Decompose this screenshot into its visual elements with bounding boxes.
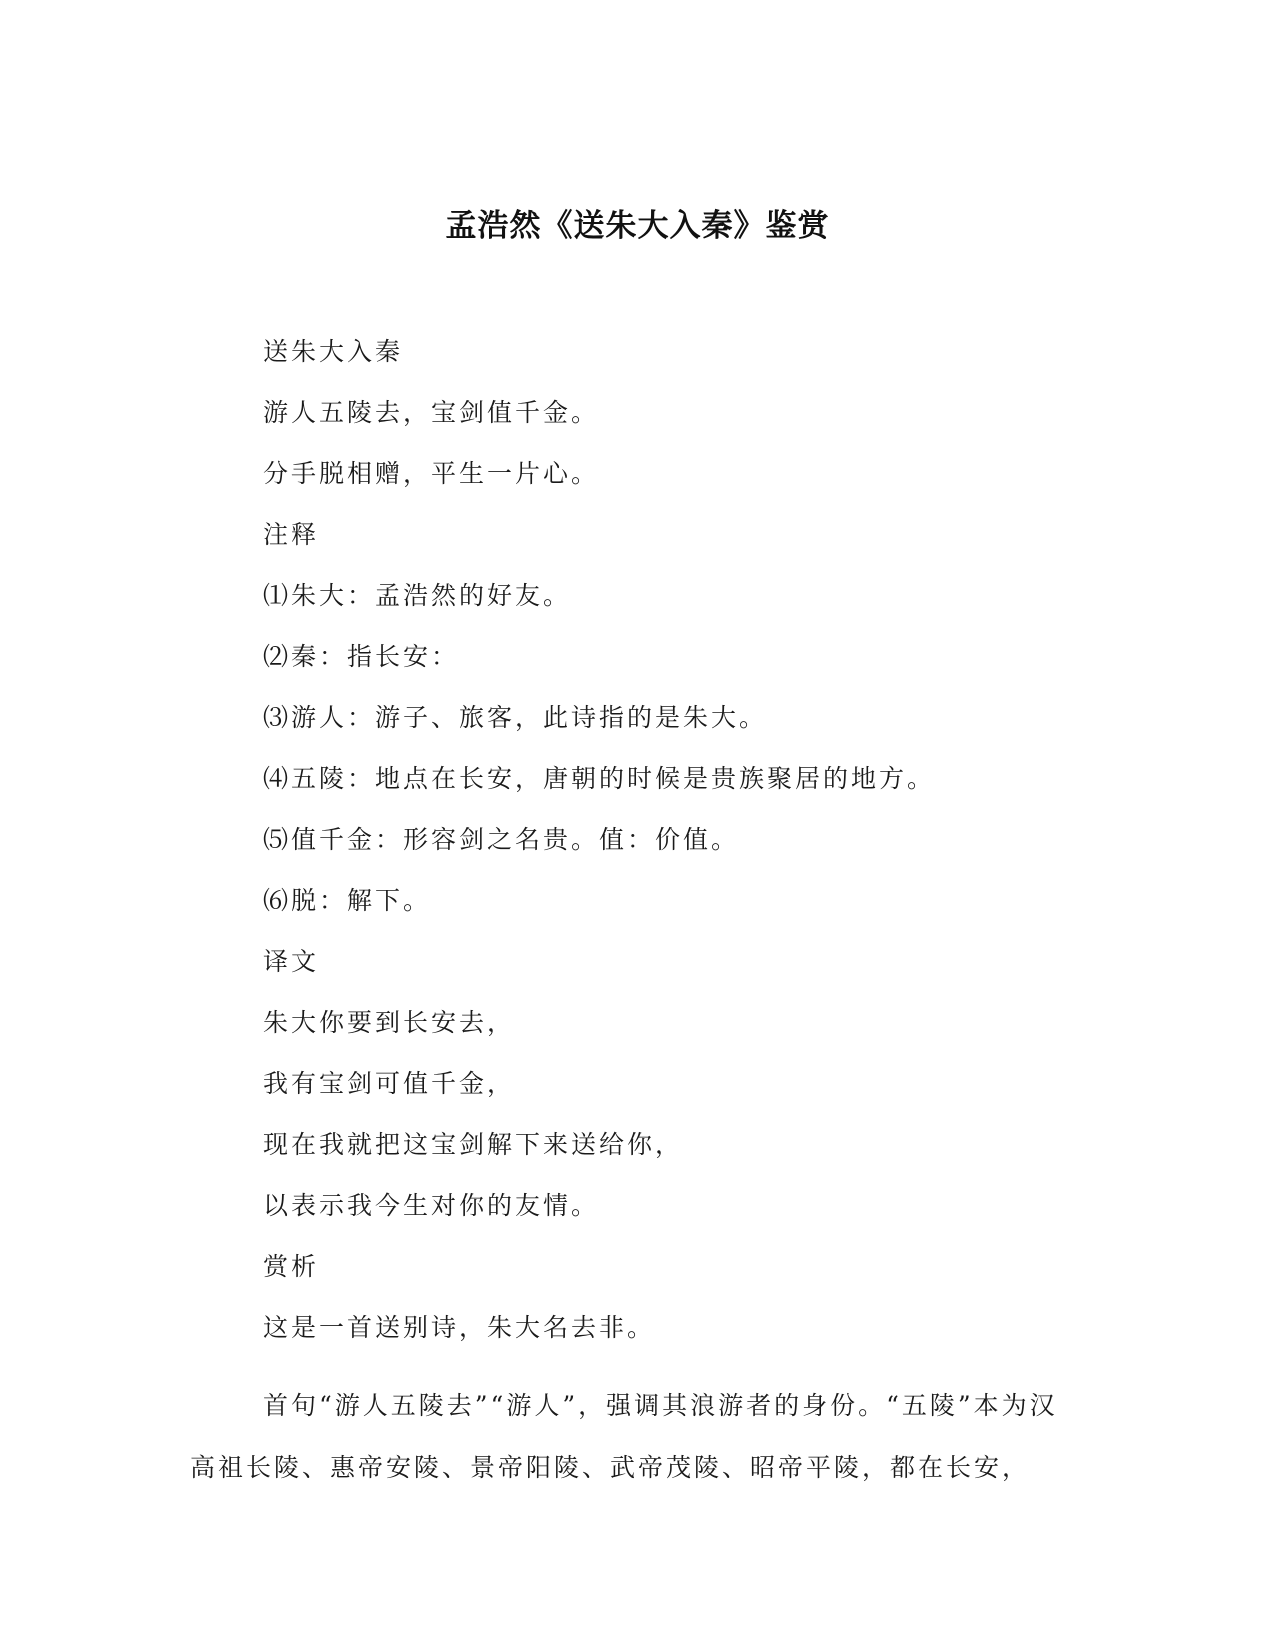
- section-heading-appreciation: 赏析: [263, 1252, 320, 1281]
- translation-line: 我有宝剑可值千金，: [263, 1069, 516, 1098]
- section-heading-notes: 注释: [263, 520, 320, 549]
- note-item: ⑷五陵：地点在长安，唐朝的时候是贵族聚居的地方。: [263, 764, 936, 793]
- page-title: 孟浩然《送朱大入秦》鉴赏: [445, 208, 830, 244]
- section-heading-translation: 译文: [263, 947, 320, 976]
- document-body: [263, 321, 1083, 1358]
- appreciation-intro: 这是一首送别诗，朱大名去非。: [263, 1313, 656, 1342]
- note-item: ⑴朱大：孟浩然的好友。: [263, 581, 572, 610]
- translation-line: 现在我就把这宝剑解下来送给你，: [263, 1130, 684, 1159]
- poem-line-1: 游人五陵去，宝剑值千金。: [263, 398, 600, 427]
- poem-title: 送朱大入秦: [263, 337, 404, 366]
- poem-line-2: 分手脱相赠，平生一片心。: [263, 459, 600, 488]
- note-item: ⑹脱：解下。: [263, 886, 432, 915]
- note-item: ⑸值千金：形容剑之名贵。值：价值。: [263, 825, 740, 854]
- translation-line: 以表示我今生对你的友情。: [263, 1191, 600, 1220]
- paragraph-line-2: 高祖长陵、惠帝安陵、景帝阳陵、武帝茂陵、昭帝平陵，都在长安，: [190, 1453, 1031, 1482]
- note-item: ⑵秦：指长安：: [263, 642, 460, 671]
- translation-line: 朱大你要到长安去，: [263, 1008, 516, 1037]
- note-item: ⑶游人：游子、旅客，此诗指的是朱大。: [263, 703, 768, 732]
- appreciation-paragraph: [190, 1375, 1070, 1499]
- paragraph-line-1: 首句“游人五陵去”“游人”，强调其浪游者的身份。“五陵”本为汉: [263, 1391, 1058, 1420]
